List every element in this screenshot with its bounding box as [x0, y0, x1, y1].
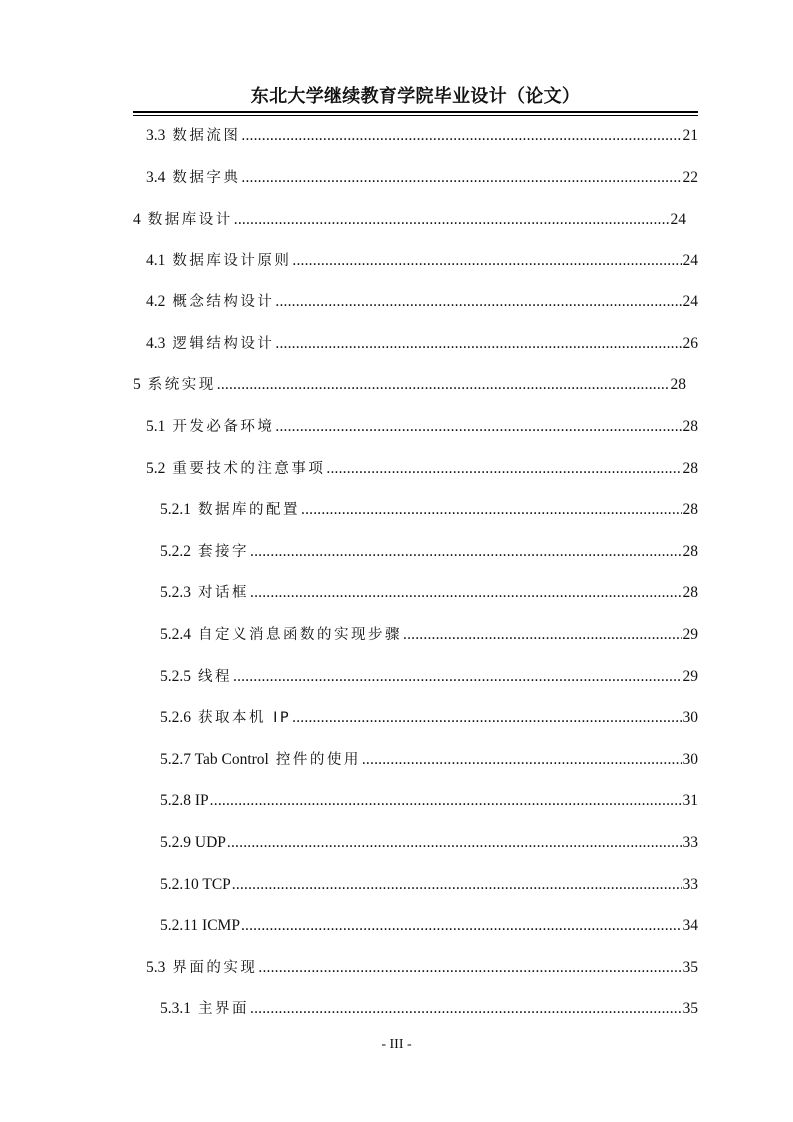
toc-entry-5-2-7[interactable]	[160, 747, 698, 771]
toc-number: 5.2.6	[160, 709, 191, 726]
toc-page-number: 28	[682, 460, 698, 477]
toc-page-number: 28	[682, 418, 698, 435]
toc-number: 5.2.8 IP	[160, 792, 209, 809]
toc-number: 5.2.2	[160, 543, 191, 560]
toc-entry-4-2[interactable]	[146, 289, 698, 313]
toc-page-number: 29	[682, 626, 698, 643]
toc-page-number: 30	[682, 709, 698, 726]
toc-entry-5-2-9[interactable]	[160, 830, 698, 854]
toc-number: 5.3	[146, 959, 166, 976]
toc-leader-dots	[275, 331, 681, 356]
toc-leader-dots	[241, 913, 682, 938]
toc-page-number: 33	[682, 876, 698, 893]
toc-number: 5.2.7 Tab Control	[160, 751, 269, 768]
toc-title: 自定义消息函数的实现步骤	[198, 627, 402, 643]
toc-leader-dots	[241, 165, 681, 190]
toc-page-number: 28	[682, 501, 698, 518]
toc-title: 开发必备环境	[172, 419, 275, 435]
toc-leader-dots	[362, 747, 682, 772]
toc-number: 5.2.1	[160, 501, 191, 518]
toc-title: 线程	[198, 669, 232, 685]
toc-number: 5.3.1	[160, 1000, 191, 1017]
page-number-footer: - III -	[381, 1037, 412, 1052]
toc-leader-dots	[210, 788, 682, 813]
toc-number: 3.3	[146, 127, 166, 144]
toc-leader-dots	[250, 580, 682, 605]
toc-leader-dots	[403, 622, 682, 647]
toc-entry-5-2-11[interactable]	[160, 913, 698, 937]
toc-title: 获取本机 IP	[198, 710, 292, 726]
toc-number: 4	[133, 211, 141, 228]
toc-page-number: 21	[682, 127, 698, 144]
toc-leader-dots	[292, 705, 681, 730]
toc-leader-dots	[258, 955, 681, 980]
toc-title: 重要技术的注意事项	[172, 461, 326, 477]
toc-title: 数据库设计	[147, 212, 233, 228]
toc-page-number: 22	[682, 169, 698, 186]
toc-leader-dots	[227, 830, 682, 855]
toc-entry-5-2-2[interactable]	[160, 539, 698, 563]
toc-entry-5-2-4[interactable]	[160, 622, 698, 646]
toc-page-number: 35	[682, 1000, 698, 1017]
toc-entry-5-2[interactable]	[146, 456, 698, 480]
toc-leader-dots	[232, 872, 682, 897]
toc-page-number: 34	[682, 917, 698, 934]
toc-title: 系统实现	[147, 377, 216, 393]
toc-leader-dots	[217, 372, 670, 397]
toc-leader-dots	[275, 289, 681, 314]
toc-page-number: 28	[682, 584, 698, 601]
toc-leader-dots	[234, 207, 670, 232]
toc-number: 5.2.4	[160, 626, 191, 643]
toc-entry-5-1[interactable]	[146, 414, 698, 438]
toc-entry-5[interactable]	[133, 372, 686, 396]
toc-entry-4-1[interactable]	[146, 248, 698, 272]
toc-leader-dots	[250, 996, 682, 1021]
toc-entry-3-3[interactable]	[146, 123, 698, 147]
toc-number: 3.4	[146, 169, 166, 186]
toc-title: 数据库的配置	[198, 502, 300, 518]
toc-page-number: 29	[682, 668, 698, 685]
toc-title: 数据流图	[172, 128, 241, 144]
toc-number: 5	[133, 376, 141, 393]
toc-number: 5.2.11 ICMP	[160, 917, 240, 934]
toc-title: 套接字	[198, 544, 249, 560]
toc-page-number: 28	[682, 543, 698, 560]
toc-entry-5-2-3[interactable]	[160, 580, 698, 604]
toc-title: 对话框	[198, 585, 249, 601]
toc-number: 5.2	[146, 460, 166, 477]
toc-page-number: 28	[670, 376, 686, 393]
toc-title: 数据字典	[172, 170, 241, 186]
toc-entry-4-3[interactable]	[146, 331, 698, 355]
toc-page-number: 24	[670, 211, 686, 228]
toc-page-number: 33	[682, 834, 698, 851]
toc-title: 主界面	[198, 1001, 249, 1017]
toc-number: 4.3	[146, 335, 166, 352]
toc-title: 数据库设计原则	[172, 253, 292, 269]
toc-number: 5.2.5	[160, 668, 191, 685]
toc-title: 逻辑结构设计	[172, 336, 275, 352]
toc-page-number: 31	[682, 792, 698, 809]
toc-leader-dots	[275, 414, 681, 439]
toc-page-number: 24	[682, 293, 698, 310]
toc-entry-5-3-1[interactable]	[160, 996, 698, 1020]
toc-number: 5.2.10 TCP	[160, 876, 231, 893]
toc-leader-dots	[292, 248, 681, 273]
toc-page-number: 26	[682, 335, 698, 352]
toc-leader-dots	[250, 539, 682, 564]
toc-entry-5-2-1[interactable]	[160, 497, 698, 521]
toc-entry-5-2-6[interactable]	[160, 705, 698, 729]
toc-entry-5-2-5[interactable]	[160, 664, 698, 688]
toc-number: 4.2	[146, 293, 166, 310]
toc-leader-dots	[301, 497, 682, 522]
toc-leader-dots	[326, 456, 681, 481]
toc-title: 控件的使用	[275, 752, 361, 768]
toc-page-number: 30	[682, 751, 698, 768]
toc-title: 界面的实现	[172, 960, 258, 976]
toc-entry-4[interactable]	[133, 207, 686, 231]
toc-number: 5.2.9 UDP	[160, 834, 226, 851]
toc-entry-5-2-10[interactable]	[160, 872, 698, 896]
toc-leader-dots	[233, 664, 682, 689]
toc-leader-dots	[241, 123, 681, 148]
toc-number: 5.1	[146, 418, 166, 435]
toc-entry-3-4[interactable]	[146, 165, 698, 189]
toc-number: 5.2.3	[160, 584, 191, 601]
toc-entry-5-3[interactable]	[146, 955, 698, 979]
toc-page-number: 35	[682, 959, 698, 976]
document-header: 东北大学继续教育学院毕业设计（论文）	[250, 86, 581, 107]
toc-page-number: 24	[682, 252, 698, 269]
toc-entry-5-2-8[interactable]	[160, 788, 698, 812]
toc-title: 概念结构设计	[172, 294, 275, 310]
toc-number: 4.1	[146, 252, 166, 269]
